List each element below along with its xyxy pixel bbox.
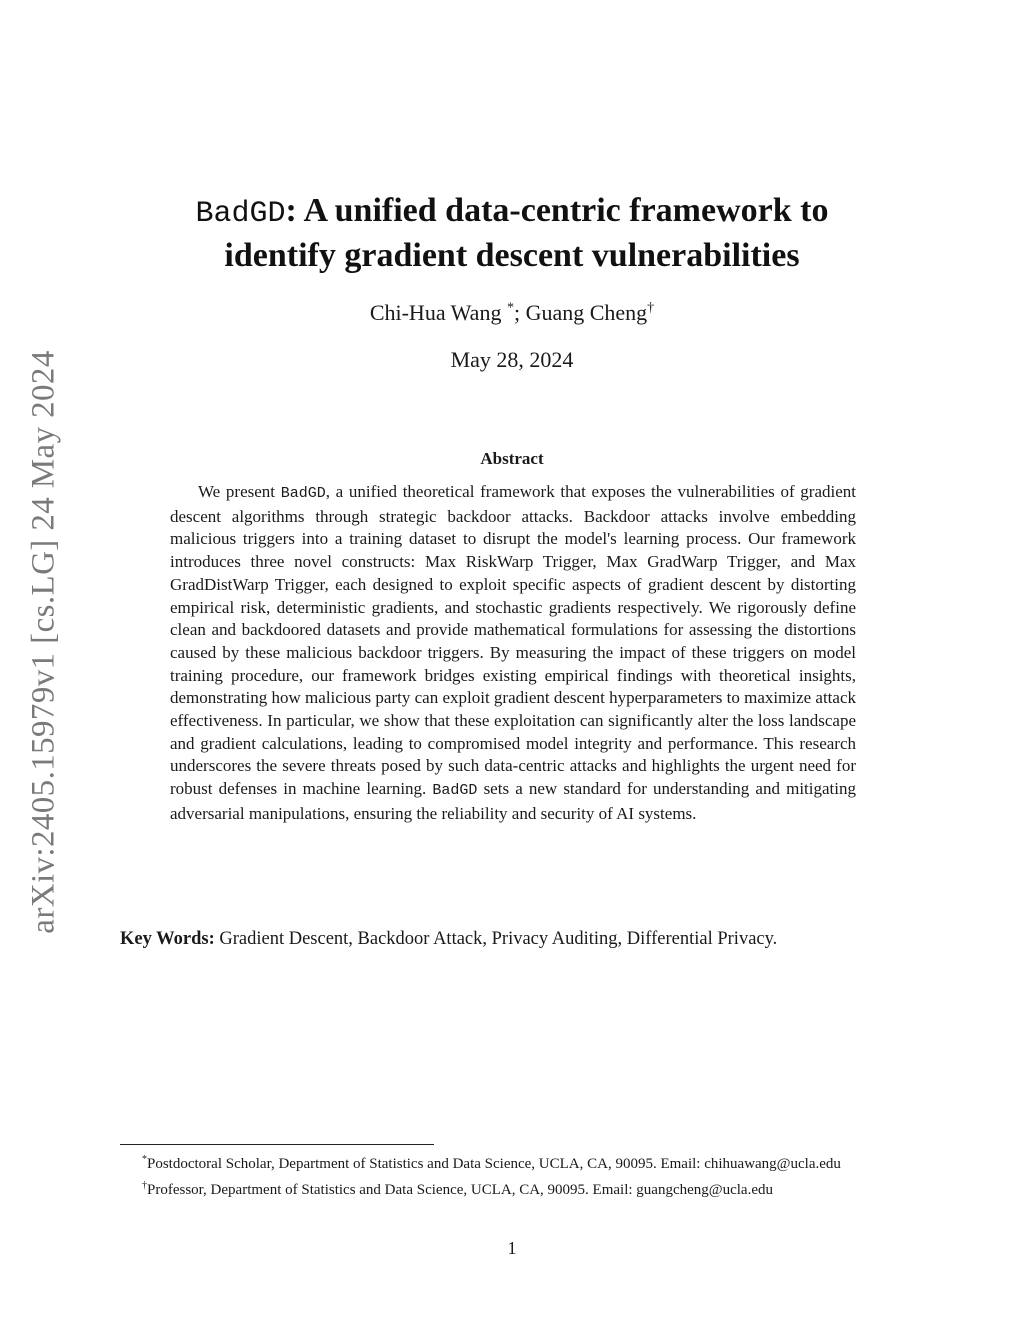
- author-1-footnote-mark: *: [506, 300, 514, 316]
- abstract-framework-name-2: BadGD: [432, 782, 478, 800]
- author-list: [0, 300, 1024, 326]
- title-framework-name: BadGD: [195, 197, 286, 231]
- abstract-body: [170, 481, 856, 826]
- paper-title: [100, 190, 924, 276]
- arxiv-identifier: arXiv:2405.15979v1 [cs.LG] 24 May 2024: [25, 350, 62, 934]
- abstract-text-3: sets a new standard for understanding and mitigating adversarial manipulations, ensuring the reliability and security of AI systems.: [170, 779, 856, 823]
- title-line-1: : A unified data-centric framework to: [285, 192, 829, 229]
- abstract-heading: Abstract: [480, 449, 544, 468]
- footnote-1-mark: *: [142, 1154, 147, 1165]
- footnote-1: [120, 1149, 905, 1175]
- footnote-2-text: Professor, Department of Statistics and Data Science, UCLA, CA, 90095. Email: guangcheng@ucla.edu: [147, 1182, 773, 1198]
- abstract-text-2: , a unified theoretical framework that exposes the vulnerabilities of gradient descent algorithms through strategic backdoor attacks. Backdoor attacks involve embedding malicious triggers into a training dataset to disrupt the model's learning process. Our framework introduces three novel constructs: Max RiskWarp Trigger, Max GradWarp Trigger, and Max GradDistWarp Trigger, each designed to exploit specific aspects of gradient descent by distorting empirical risk, deterministic gradients, and stochastic gradients respectively. We rigorously define clean and backdoored datasets and provide mathematical formulations for assessing the distortions caused by these malicious backdoor triggers. By measuring the impact of these triggers on model training procedure, our framework bridges existing empirical findings with theoretical insights, demonstrating how malicious party can exploit gradient descent hyperparameters to maximize attack effectiveness. In particular, we show that these exploitation can significantly alter the loss landscape and gradient calculations, leading to compromised model integrity and performance. This research underscores the severe threats posed by such data-centric attacks and highlights the urgent need for robust defenses in machine learning.: [170, 482, 856, 799]
- author-separator: ;: [513, 300, 521, 325]
- author-2-footnote-mark: †: [647, 300, 655, 316]
- footnote-2-mark: †: [142, 1180, 147, 1191]
- author-2: Guang Cheng: [525, 300, 648, 325]
- footnote-1-text: Postdoctoral Scholar, Department of Statistics and Data Science, UCLA, CA, 90095. Email: chihuawang@ucla.edu: [147, 1156, 841, 1172]
- author-1: Chi-Hua Wang: [369, 300, 502, 325]
- footnotes: [120, 1149, 905, 1201]
- keywords-label: Key Words:: [120, 929, 215, 949]
- title-line-2: identify gradient descent vulnerabilities: [224, 237, 800, 274]
- abstract-text-1: We present: [198, 482, 281, 501]
- page-number: 1: [507, 1238, 517, 1258]
- keywords: [120, 929, 910, 950]
- footnote-divider: [120, 1144, 434, 1145]
- keywords-text: Gradient Descent, Backdoor Attack, Privacy Auditing, Differential Privacy.: [219, 929, 778, 949]
- paper-date: May 28, 2024: [450, 347, 574, 372]
- footnote-2: [120, 1175, 905, 1201]
- abstract-framework-name: BadGD: [280, 485, 326, 502]
